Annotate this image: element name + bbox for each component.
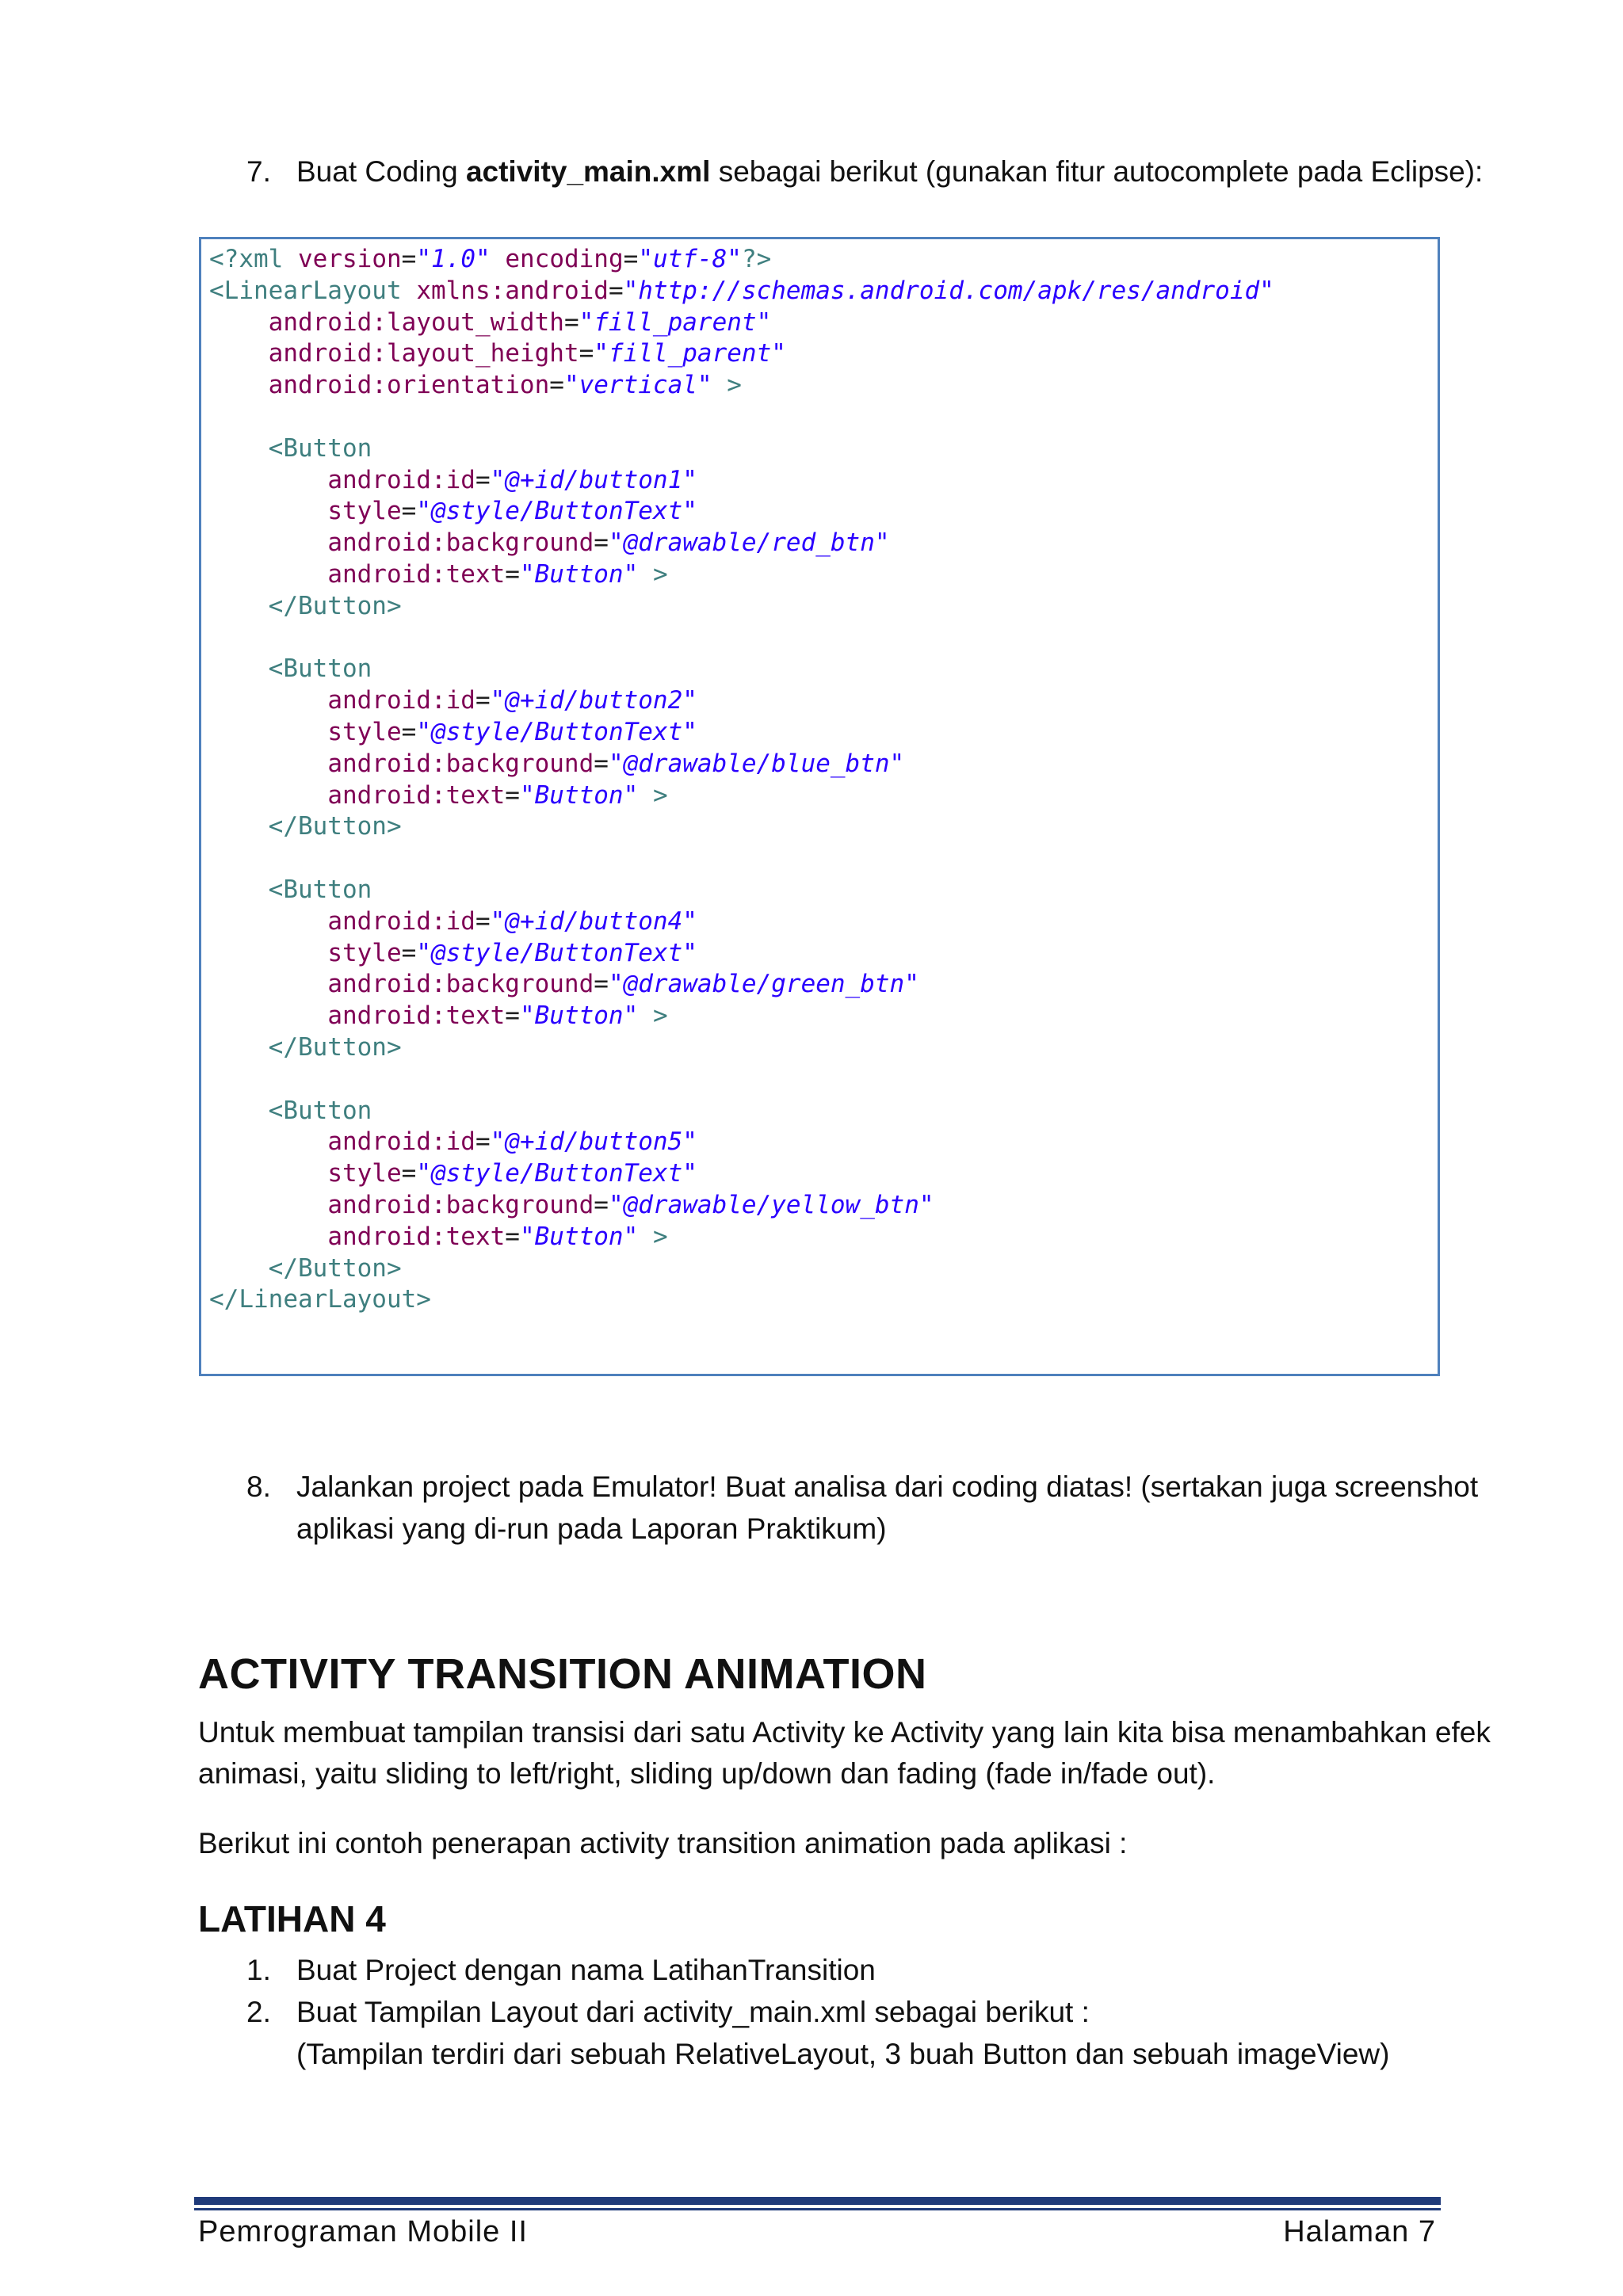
- list-text: (Tampilan terdiri dari sebuah RelativeLayout, 3 buah Button dan sebuah imageView): [296, 2038, 1390, 2070]
- code-line: style="@style/ButtonText": [327, 717, 697, 746]
- code-line: <Button: [268, 654, 372, 684]
- step7-filename: activity_main.xml: [465, 155, 711, 188]
- step7-text-pre: Buat Coding: [296, 155, 466, 188]
- exercise-heading: LATIHAN 4: [198, 1898, 386, 1939]
- list-number: 8.: [246, 1470, 271, 1503]
- list-text: Jalankan project pada Emulator! Buat analisa dari coding diatas! (sertakan juga screenshot: [296, 1470, 1479, 1503]
- code-line: <?xml version="1.0" encoding="utf-8"?>: [209, 245, 772, 273]
- list-text: aplikasi yang di-run pada Laporan Praktikum): [296, 1512, 887, 1545]
- code-line: android:id="@+id/button5": [327, 1127, 697, 1157]
- intro-paragraph-line2: animasi, yaitu sliding to left/right, sliding up/down dan fading (fade in/fade out).: [198, 1757, 1216, 1790]
- footer-course-title: Pemrograman Mobile II: [198, 2215, 528, 2248]
- code-line: </Button>: [268, 1253, 402, 1283]
- code-line: [209, 623, 1274, 654]
- step7-text-post: sebagai berikut (gunakan fitur autocomplete pada Eclipse):: [710, 155, 1484, 188]
- code-line: <Button: [268, 1096, 372, 1125]
- code-line: style="@style/ButtonText": [327, 497, 697, 526]
- code-listing: [209, 244, 1274, 1316]
- intro-paragraph-line1: Untuk membuat tampilan transisi dari satu Activity ke Activity yang lain kita bisa menambahkan efek: [198, 1716, 1491, 1749]
- code-line: android:text="Button" >: [327, 780, 668, 810]
- code-line: style="@style/ButtonText": [327, 938, 697, 967]
- code-line: android:background="@drawable/blue_btn": [327, 749, 905, 778]
- code-line: android:layout_width="fill_parent": [268, 307, 772, 337]
- footer-page-number: Halaman 7: [1283, 2215, 1436, 2248]
- footer-rule-thin: [194, 2208, 1441, 2210]
- example-paragraph: Berikut ini contoh penerapan activity transition animation pada aplikasi :: [198, 1827, 1128, 1859]
- list-text: Buat Project dengan nama LatihanTransition: [296, 1954, 876, 1986]
- list-number: 2.: [246, 1996, 271, 2028]
- list-number: 1.: [246, 1954, 271, 1986]
- section-heading: ACTIVITY TRANSITION ANIMATION: [198, 1650, 927, 1698]
- code-line: style="@style/ButtonText": [327, 1159, 697, 1188]
- code-line: android:text="Button" >: [327, 1222, 668, 1251]
- code-block: [199, 237, 1440, 1376]
- code-line: android:id="@+id/button2": [327, 686, 697, 715]
- code-line: <Button: [268, 433, 372, 463]
- code-line: android:text="Button" >: [327, 1001, 668, 1031]
- code-line: [209, 1064, 1274, 1096]
- code-line: [209, 402, 1274, 433]
- code-line: android:text="Button" >: [327, 559, 668, 589]
- code-line: <LinearLayout xmlns:android="http://schemas.android.com/apk/res/android": [209, 276, 1274, 305]
- code-line: </Button>: [268, 812, 402, 841]
- code-line: android:layout_height="fill_parent": [268, 339, 786, 368]
- code-line: [209, 843, 1274, 875]
- code-line: </LinearLayout>: [209, 1285, 431, 1314]
- list-text: Buat Tampilan Layout dari activity_main.xml sebagai berikut :: [296, 1996, 1090, 2028]
- code-line: android:background="@drawable/red_btn": [327, 528, 890, 558]
- code-line: android:id="@+id/button1": [327, 465, 697, 494]
- code-line: android:orientation="vertical" >: [268, 371, 742, 400]
- code-line: </Button>: [268, 1032, 402, 1062]
- code-line: android:background="@drawable/green_btn": [327, 970, 919, 999]
- code-line: </Button>: [268, 591, 402, 620]
- footer-rule: [194, 2197, 1441, 2205]
- code-line: <Button: [268, 875, 372, 904]
- list-text: [296, 151, 1483, 193]
- list-number: 7.: [246, 155, 271, 188]
- code-line: android:background="@drawable/yellow_btn": [327, 1190, 934, 1219]
- code-line: android:id="@+id/button4": [327, 906, 697, 936]
